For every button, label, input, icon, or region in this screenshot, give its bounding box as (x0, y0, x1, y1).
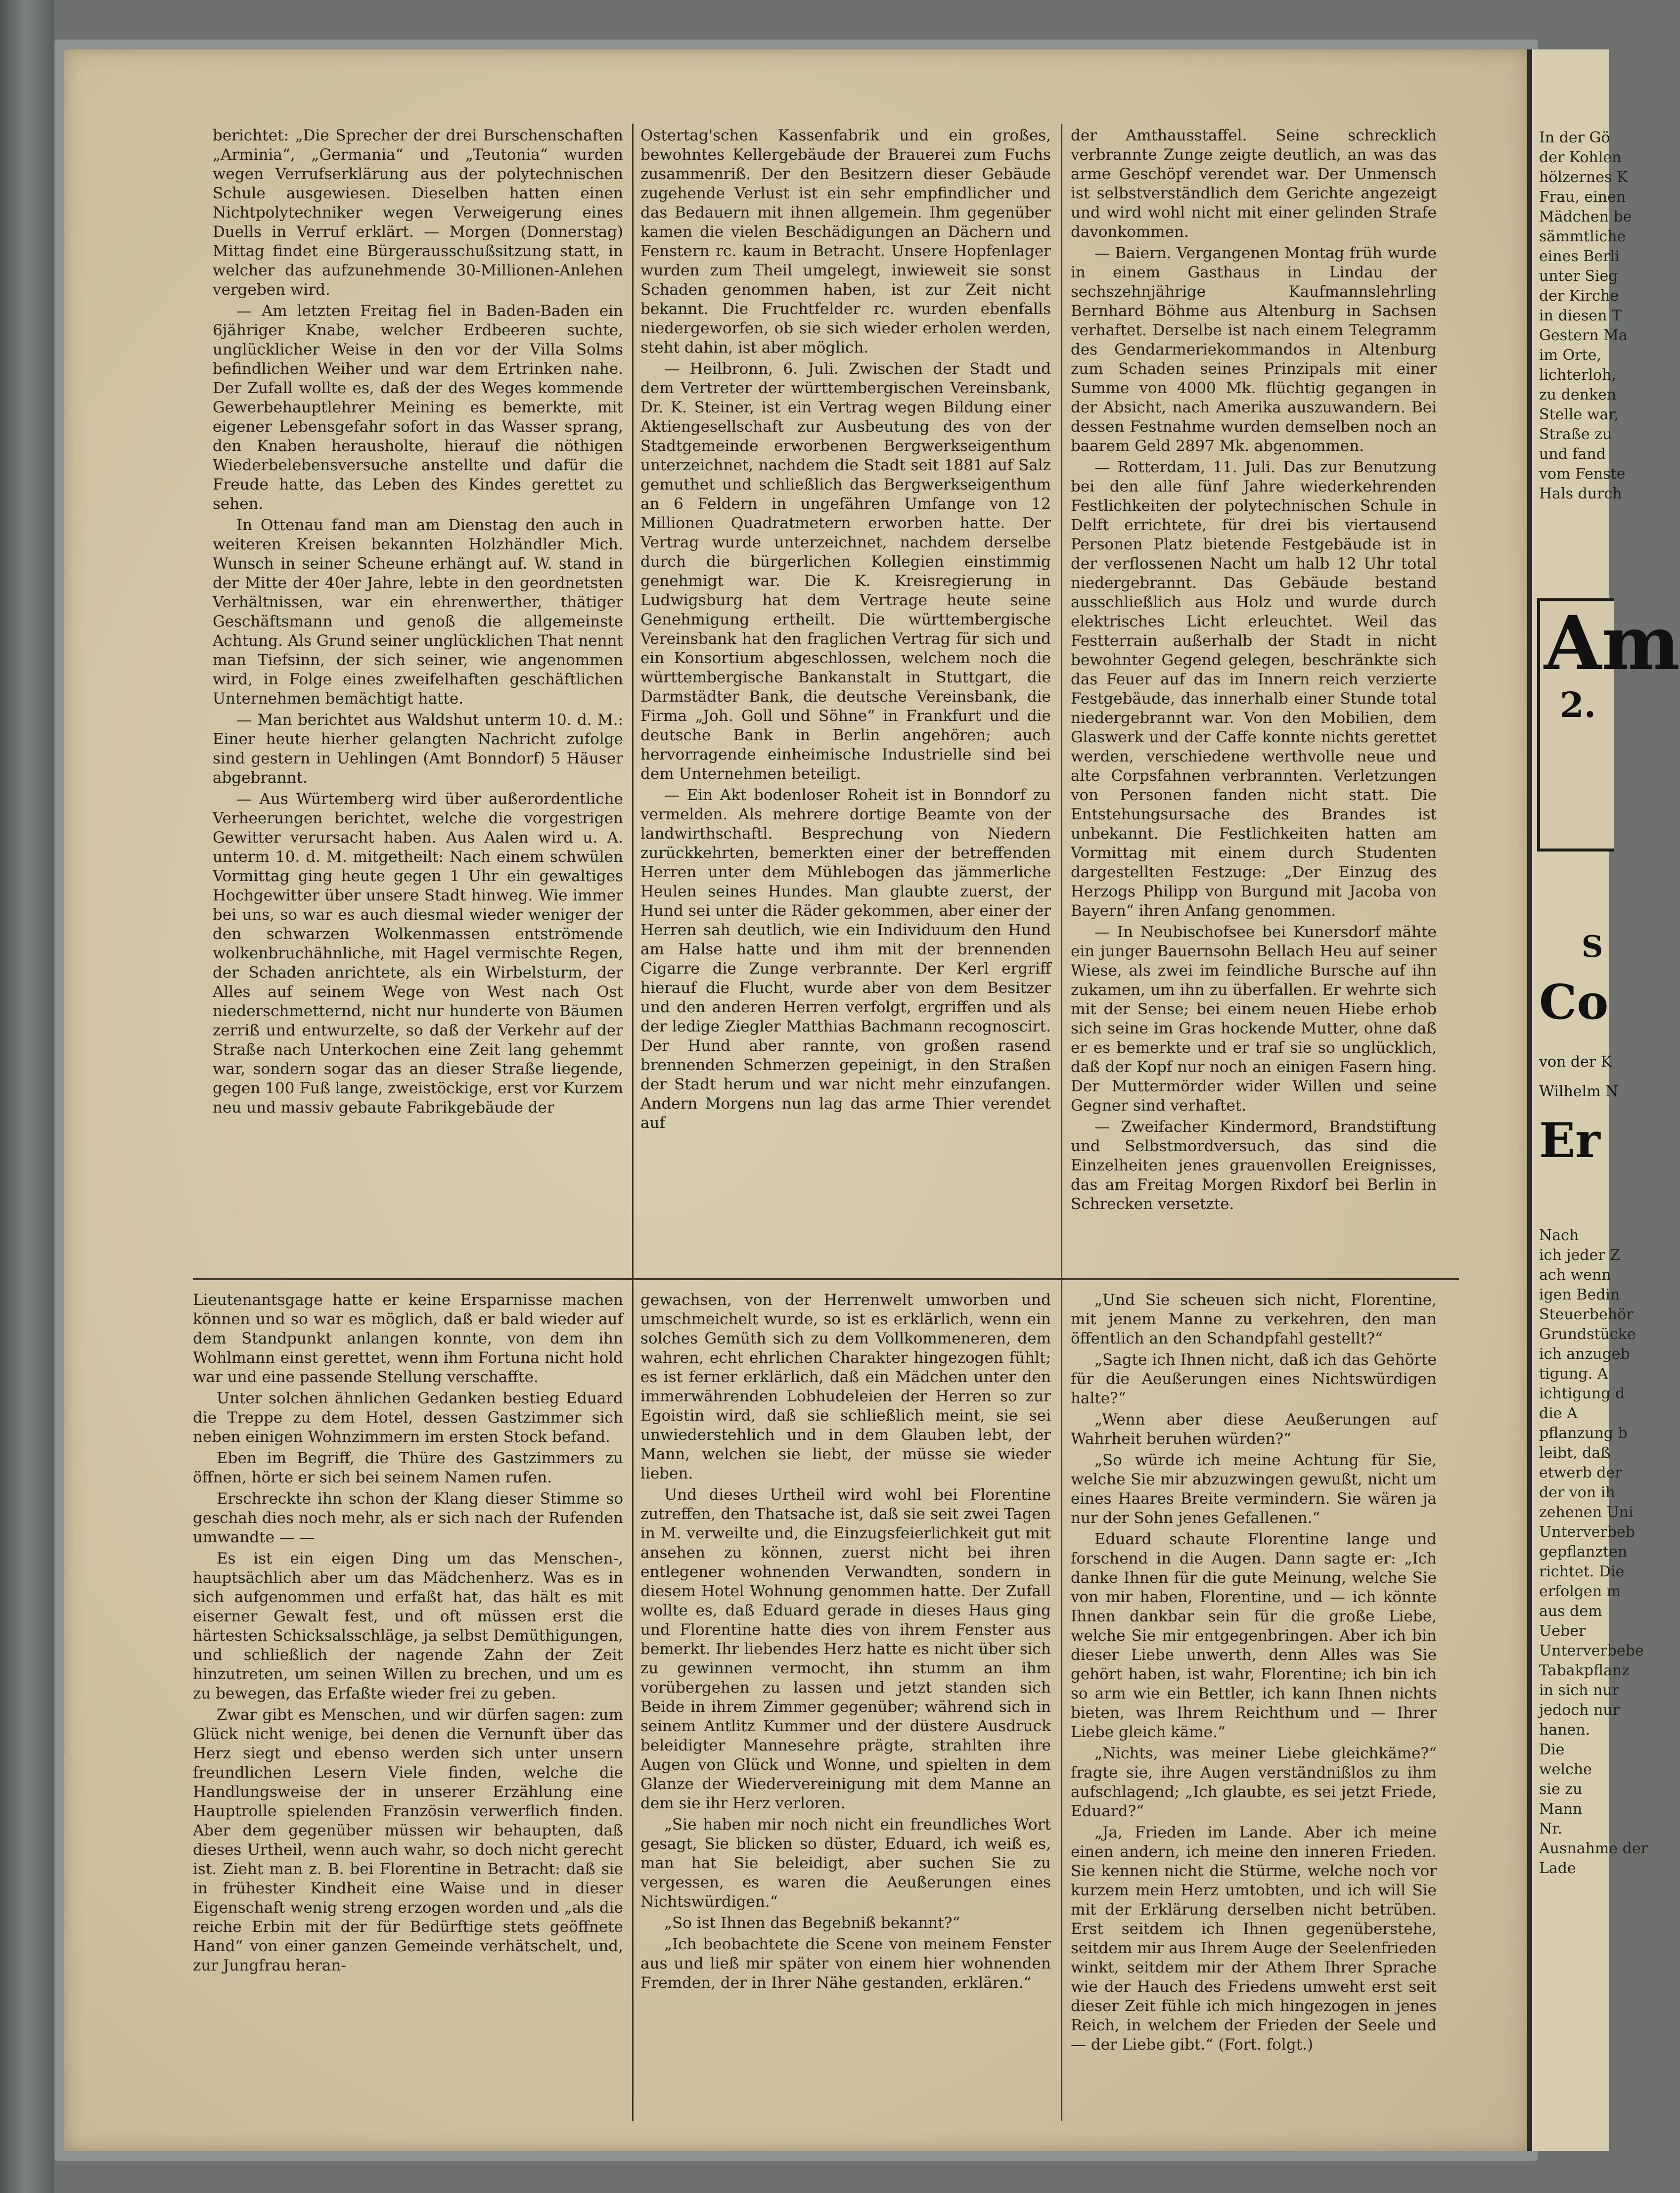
paragraph: Ostertag'schen Kassenfabrik und ein großes, bewohntes Kellergebäude der Brauerei zum Fuchs zusammenriß. Der den Besitzern dieser Gebäude zugehende Verlust ist ein sehr empfindlicher und das Bedauern mit ihnen allgemein. Ihm gegenüber kamen die vielen Beschädigungen an Dächern und Fenstern rc. kaum in Betracht. Unsere Hopfenlager wurden zum Theil umgelegt, inwieweit sie sonst Schaden genommen haben, ist zur Zeit nicht bekannt. Die Fruchtfelder rc. wurden ebenfalls niedergeworfen, ob sie sich wieder erholen werden, steht dahin, ist aber möglich. (640, 127, 1051, 357)
lower-column-2 (640, 1291, 1051, 2121)
edge-line: Die (1539, 1741, 1565, 1758)
book-binding (0, 0, 54, 2193)
edge-line: sämmtliche (1539, 228, 1626, 245)
edge-line: in diesen T (1539, 307, 1622, 324)
edge-line: leibt, daß (1539, 1444, 1611, 1462)
column-divider (1061, 124, 1062, 1315)
edge-line: Tabakpflanz (1539, 1662, 1630, 1679)
edge-line: Ueber (1539, 1622, 1586, 1640)
edge-line: richtet. Die (1539, 1563, 1625, 1580)
edge-line: Mann (1539, 1800, 1583, 1818)
paragraph: „Sagte ich Ihnen nicht, daß ich das Gehörte für die Aeußerungen eines Nichtswürdigen halte?“ (1071, 1351, 1437, 1407)
edge-line: hanen. (1539, 1721, 1590, 1739)
edge-line: Steuerbehör (1539, 1306, 1634, 1323)
paragraph: Es ist ein eigen Ding um das Menschen-, hauptsächlich aber um das Mädchenherz. Was es in sich aufgenommen und erfaßt hat, das hält es mit eiserner Gewalt fest, und oft müssen erst die härtesten Schicksalsschläge, ja selbst Demüthigungen, und schließlich der nagende Zahn der Zeit hinzutreten, um seinen Willen zu brechen, und um es zu bewegen, das Erfaßte wieder frei zu geben. (193, 1550, 623, 1702)
edge-line: aus dem (1539, 1603, 1602, 1620)
edge-line: vom Fenste (1539, 465, 1626, 483)
edge-line: Mädchen be (1539, 208, 1632, 225)
adjacent-page-edge (1527, 49, 1680, 2151)
edge-line: eines Berli (1539, 248, 1620, 265)
advertisement-heading: Er (1539, 1113, 1600, 1168)
paragraph: In Ottenau fand man am Dienstag den auch in weiteren Kreisen bekannten Holzhändler Mich. Wunsch in seiner Scheune erhängt auf. W. stand in der Mitte der 40er Jahre, lebte in den geordnetsten Verhältnissen, war ein ehrenwerther, thätiger Geschäftsmann und genoß die allgemeinste Achtung. Als Grund seiner unglücklichen That nennt man Tiefsinn, der sich seiner, wie angenommen wird, in Folge eines zweifelhaften geschäftlichen Unternehmen bemächtigt hatte. (213, 516, 623, 708)
edge-line: hölzernes K (1539, 169, 1628, 186)
edge-line: erfolgen m (1539, 1583, 1621, 1600)
edge-line: Stelle war, (1539, 406, 1619, 423)
edge-line: sie zu (1539, 1781, 1583, 1798)
paragraph: — Baiern. Vergangenen Montag früh wurde in einem Gasthaus in Lindau der sechszehnjährige Kaufmannslehrling Bernhard Böhme aus Altenburg in Sachsen verhaftet. Derselbe ist nach einem Telegramm des Gendarmeriekommandos in Altenburg zum Schaden seines Prinzipals mit einer Summe von 4000 Mk. flüchtig gegangen in der Absicht, nach Amerika auszuwandern. Bei dessen Festnahme wurden demselben noch an baarem Geld 2897 Mk. abgenommen. (1071, 244, 1437, 455)
upper-column-1 (213, 126, 623, 1318)
paragraph: — Ein Akt bodenloser Roheit ist in Bonndorf zu vermelden. Als mehrere dortige Beamte von der landwirthschaftl. Besprechung von Niedern zurückkehrten, bemerkten einer der betreffenden Herren unter dem Mühlebogen das jämmerliche Heulen seines Hundes. Man glaubte zuerst, der Hund sei unter die Räder gekommen, aber einer der Herren sah deutlich, wie ein Individuum den Hund am Halse hatte und ihm mit der brennenden Cigarre die Zunge verbrannte. Der Kerl ergriff hierauf die Flucht, wurde aber von dem Besitzer und den anderen Herren verfolgt, ergriffen und als der ledige Ziegler Matthias Bachmann recognoscirt. Der Hund aber rannte, von großen rasend brennenden Schmerzen gepeinigt, in den Straßen der Stadt herum und war nicht mehr einzufangen. Andern Morgens nun lag das arme Thier verendet auf (640, 786, 1051, 1132)
edge-line: ach wenn (1539, 1266, 1611, 1284)
edge-line: in sich nur (1539, 1682, 1620, 1699)
paragraph: der Amthausstaffel. Seine schrecklich verbrannte Zunge zeigte deutlich, an was das arme Geschöpf verendet war. Der Unmensch ist selbstverständlich dem Gerichte angezeigt und wird wohl nicht mit einer gelinden Strafe davonkommen. (1071, 127, 1437, 241)
paragraph: gewachsen, von der Herrenwelt umworben und umschmeichelt wurde, so ist es erklärlich, wenn ein solches Gemüth sich zu dem Vollkommeneren, dem wahren, echt ehrlichen Charakter hingezogen fühlt; es ist ferner erklärlich, daß ein Mädchen unter den immerwährenden Lobhudeleien der Herren so zur Egoistin wird, daß sie schließlich meint, sie sei unwiederstehlich und in dem Glauben lebt, der Mann, welchen sie liebt, der müsse sie wieder lieben. (640, 1291, 1051, 1482)
advertisement-heading: Co (1539, 974, 1609, 1030)
advertisement-subline: von der K (1539, 1053, 1612, 1071)
edge-line: und fand (1539, 446, 1606, 463)
paragraph: — Heilbronn, 6. Juli. Zwischen der Stadt und dem Vertreter der württembergischen Vereinsbank, Dr. K. Steiner, ist ein Vertrag wegen Bildung einer Aktiengesellschaft zur Ausbeutung des von der Stadtgemeinde erworbenen Bergwerkseigenthum unterzeichnet, nachdem die Stadt seit 1881 auf Salz gemuthet und schließlich das Bergwerkseigenthum an 6 Feldern in ungefähren Umfange von 12 Millionen Quadratmetern erworben hatte. Der Vertrag wurde unterzeichnet, nachdem derselbe durch die bürgerlichen Kollegien einstimmig genehmigt war. Die K. Kreisregierung in Ludwigsburg hat dem Vertrage heute seine Genehmigung ertheilt. Die württembergische Vereinsbank hat den fraglichen Vertrag für sich und ein Konsortium abgeschlossen, welchem noch die württembergische Bankanstalt in Stuttgart, die Darmstädter Bank, die deutsche Vereinsbank, die Firma „Joh. Goll und Söhne“ in Frankfurt und die deutsche Bank in Berlin angehören; auch hervorragende einheimische Industrielle sind bei dem Unternehmen beteiligt. (640, 360, 1051, 783)
edge-line: unter Sieg (1539, 268, 1618, 285)
paragraph: „Nichts, was meiner Liebe gleichkäme?“ fragte sie, ihre Augen verständnißlos zu ihm aufschlagend; „Ich glaubte, es sei jetzt Friede, Eduard?“ (1071, 1745, 1437, 1820)
edge-line: etwerb der (1539, 1464, 1622, 1481)
advertisement-subline: Wilhelm N (1539, 1083, 1619, 1100)
edge-line: zehenen Uni (1539, 1504, 1634, 1521)
paragraph: Und dieses Urtheil wird wohl bei Florentine zutreffen, den Thatsache ist, daß sie seit zwei Tagen in M. verweilte und, die Einzugsfeierlichkeit gut mit ansehen zu können, zuerst nicht bei ihren entlegener wohnenden Verwandten, sondern in diesem Hotel Wohnung genommen hatte. Der Zufall wollte es, daß Eduard gerade in dieses Haus ging und Florentine hatte dies von ihrem Fenster aus bemerkt. Ihr liebendes Herz hatte es nicht über sich zu gewinnen vermocht, ihn stumm an ihm vorübergehen zu lassen und jetzt standen sich Beide in ihrem Zimmer gegenüber; während sich in seinem Antlitz Kummer und der düstere Ausdruck beleidigter Mannesehre prägte, strahlten ihre Augen von Glück und Wonne, und spielten in dem Glanze der Wiedervereinigung mit dem Manne an dem sie ihr Herz verloren. (640, 1486, 1051, 1812)
adjacent-column-top (1539, 129, 1632, 623)
paragraph: berichtet: „Die Sprecher der drei Burschenschaften „Arminia“, „Germania“ und „Teutonia“ wurden wegen Verrufserklärung aus der polytechnischen Schule ausgewiesen. Dieselben hatten einen Nichtpolytechniker wegen Verweigerung eines Duells in Verruf erklärt. — Morgen (Donnerstag) Mittag findet eine Bürgerausschußsitzung statt, in welcher das aufzunehmende 30-Millionen-Anlehen vergeben wird. (213, 127, 623, 299)
edge-line: tigung. A (1539, 1365, 1608, 1383)
edge-line: jedoch nur (1539, 1701, 1620, 1719)
paragraph: „Sie haben mir noch nicht ein freundliches Wort gesagt, Sie blicken so düster, Eduard, ich weiß es, man hat Sie beleidigt, aber suchen Sie zu vergessen, es waren die Aeußerungen eines Nichtswürdigen.“ (640, 1816, 1051, 1911)
edge-line: Ausnahme der (1539, 1840, 1648, 1857)
column-divider (632, 1286, 634, 2121)
section-divider (193, 1278, 1459, 1280)
upper-column-2 (640, 126, 1051, 1318)
advertisement-number: 2. (1560, 684, 1596, 725)
edge-line: Straße zu (1539, 426, 1612, 443)
paragraph: — Zweifacher Kindermord, Brandstiftung und Selbstmordversuch, das sind die Einzelheiten jenes grauenvollen Ereignisses, das am Freitag Morgen Rixdorf bei Berlin in Schrecken versetzte. (1071, 1118, 1437, 1213)
paragraph: Erschreckte ihn schon der Klang dieser Stimme so geschah dies noch mehr, als er sich nach der Rufenden umwandte — — (193, 1490, 623, 1546)
edge-line: der von ih (1539, 1484, 1615, 1501)
edge-line: igen Bedin (1539, 1286, 1620, 1303)
paragraph: „So ist Ihnen das Begebniß bekannt?“ (664, 1914, 960, 1932)
edge-line: ich jeder Z (1539, 1247, 1620, 1264)
edge-line: der Kirche (1539, 287, 1619, 305)
edge-line: In der Gö (1539, 129, 1610, 146)
column-divider (1061, 1286, 1062, 2121)
edge-line: Unterverbeb (1539, 1523, 1635, 1541)
edge-line: Frau, einen (1539, 188, 1626, 206)
paragraph: „Und Sie scheuen sich nicht, Florentine, mit jenem Manne zu verkehren, den man öffentlich an den Schandpfahl gestellt?“ (1071, 1291, 1437, 1347)
edge-line: der Kohlen (1539, 149, 1622, 166)
edge-line: die A (1539, 1405, 1578, 1422)
edge-line: ichtigung d (1539, 1385, 1625, 1402)
paragraph: „Ja, Frieden im Lande. Aber ich meine einen andern, ich meine den inneren Frieden. Sie kennen nicht die Stürme, welche noch vor kurzem mein Herz umtobten, und ich will Sie mit der Erklärung derselben nicht betrüben. Erst seitdem ich Ihnen gegenüberstehe, seitdem mir aus Ihrem Auge der Seelenfrieden winkt, seitdem mir der Athem Ihrer Sprache wie der Hauch des Friedens umweht erst seit dieser Zeit fühle ich mich hingezogen in jenes Reich, in welchem der Frieden der Seele und — der Liebe gibt.“ (Fort. folgt.) (1071, 1824, 1437, 2054)
edge-line: zu denken (1539, 386, 1617, 403)
advertisement-letter: S (1582, 930, 1603, 964)
edge-line: im Orte, (1539, 347, 1601, 364)
paragraph: — Am letzten Freitag fiel in Baden-Baden ein 6jähriger Knabe, welcher Erdbeeren suchte, unglücklicher Weise in den vor der Villa Solms befindlichen Weiher und war dem Ertrinken nahe. Der Zufall wollte es, daß der des Weges kommende Gewerbehauptlehrer Meining es bemerkte, mit eigener Lebensgefahr sofort in das Wasser sprang, den Knaben herausholte, hierauf die nöthigen Wiederbelebensversuche anstellte und dafür die Freude hatte, das Leben des Kindes gerettet zu sehen. (213, 302, 623, 513)
paragraph: Eduard schaute Florentine lange und forschend in die Augen. Dann sagte er: „Ich danke Ihnen für die gute Meinung, welche Sie von mir haben, Florentine, und — ich könnte Ihnen dankbar sein für die große Liebe, welche Sie mir entgegenbringen. Aber ich bin dieser Liebe unwerth, denn Alles was Sie gehört haben, ist wahr, Florentine; ich bin ich so arm wie ein Bettler, ich kann Ihnen nichts bieten, was Ihrem Reichthum und — Ihrer Liebe gleich käme.“ (1071, 1530, 1437, 1741)
paragraph: — Aus Würtemberg wird über außerordentliche Verheerungen berichtet, welche die vorgestrigen Gewitter verursacht haben. Aus Aalen wird u. A. unterm 10. d. M. mitgetheilt: Nach einem schwülen Vormittag ging heute gegen 1 Uhr ein gewaltiges Hochgewitter über unsere Stadt hinweg. Wie immer bei uns, so war es auch diesmal wieder weniger der den schwarzen Wolkenmassen entströmende wolkenbruchähnliche, mit Hagel vermischte Regen, der Schaden anrichtete, als ein Wirbelsturm, der Alles auf seinem Wege von West nach Ost niederschmetternd, nicht nur hunderte von Bäumen zerriß und entwurzelte, so daß der Verkehr auf der Straße nach Unterkochen eine Zeit lang gehemmt war, sondern sogar das an dieser Straße liegende, gegen 100 Fuß lange, zweistöckige, erst vor Kurzem neu und massiv gebaute Fabrikgebäude der (213, 790, 623, 1117)
lower-column-3 (1071, 1291, 1437, 2121)
edge-line: Unterverbebe (1539, 1642, 1644, 1659)
paragraph: „Wenn aber diese Aeußerungen auf Wahrheit beruhen würden?“ (1071, 1411, 1437, 1448)
lower-column-1 (193, 1291, 623, 2121)
edge-line: pflanzung b (1539, 1425, 1628, 1442)
edge-line: welche (1539, 1761, 1592, 1778)
paragraph: — In Neubischofsee bei Kunersdorf mähte ein junger Bauernsohn Bellach Heu auf seiner Wiese, als zwei im feindliche Bursche auf ihn zukamen, um ihn zu überfallen. Er wehrte sich mit der Sense; bei einem neuen Hiebe erhob sich seine im Gras hockende Mutter, ohne daß er es bemerkte und er traf sie so unglücklich, daß der Kopf nur noch an einigen Fasern hing. Der Muttermörder wider Willen und seine Gegner sind verhaftet. (1071, 923, 1437, 1115)
advertisement-headline: Am (1544, 600, 1680, 687)
paragraph: Zwar gibt es Menschen, und wir dürfen sagen: zum Glück nicht wenige, bei denen die Vernunft über das Herz siegt und ebenso werden sich unter unsern freundlichen Lesern Viele finden, welche die Handlungsweise der in unserer Erzählung eine Hauptrolle spielenden Französin verwerflich finden. Aber dem gegenüber müssen wir behaupten, daß dieses Urtheil, wenn auch wahr, so doch nicht gerecht ist. Zieht man z. B. bei Florentine in Betracht: daß sie in frühester Kindheit eine Waise und in dieser Eigenschaft wenig streng erzogen worden und „als die reiche Erbin mit der für Bedürftige stets geöffnete Hand“ von einer ganzen Gemeinde verhätschelt, und, zur Jungfrau heran- (193, 1706, 623, 1974)
newspaper-page (64, 49, 1528, 2151)
paragraph: „Ich beobachtete die Scene von meinem Fenster aus und ließ mir später von einem hier wohnenden Fremden, der in Ihrer Nähe gestanden, erklären.“ (640, 1935, 1051, 1992)
edge-line: Hals durch (1539, 485, 1622, 502)
paragraph: Unter solchen ähnlichen Gedanken bestieg Eduard die Treppe zu dem Hotel, dessen Gastzimmer sich neben einigen Wohnzimmern im ersten Stock befand. (193, 1389, 623, 1446)
edge-line: gepflanzten (1539, 1543, 1628, 1561)
edge-line: Gestern Ma (1539, 327, 1628, 344)
paragraph: — Man berichtet aus Waldshut unterm 10. d. M.: Einer heute hierher gelangten Nachricht zufolge sind gestern in Uehlingen (Amt Bonndorf) 5 Häuser abgebrannt. (213, 711, 623, 787)
paragraph: Lieutenantsgage hatte er keine Ersparnisse machen können und so war es möglich, daß er bald wieder auf dem Standpunkt anlangen konnte, von dem ihn Wohlmann einst gerettet, wenn ihm Fortuna nicht hold war und eine passende Stellung verschaffte. (193, 1291, 623, 1386)
edge-line: lichterloh, (1539, 366, 1616, 384)
paragraph: Eben im Begriff, die Thüre des Gastzimmers zu öffnen, hörte er sich bei seinem Namen rufen. (193, 1449, 623, 1486)
edge-line: ich anzugeb (1539, 1345, 1630, 1363)
paragraph: — Rotterdam, 11. Juli. Das zur Benutzung bei den alle fünf Jahre wiederkehrenden Festlichkeiten der polytechnischen Schule in Delft errichtete, für drei bis viertausend Personen Platz bietende Festgebäude ist in der verflossenen Nacht um halb 12 Uhr total niedergebrannt. Das Gebäude bestand ausschließlich aus Holz und wurde durch elektrisches Licht erleuchtet. Weil das Festterrain außerhalb der Stadt in nicht bewohnter Gegend gelegen, beschränkte sich das Feuer auf das im Innern reich verzierte Festgebäude, das innerhalb einer Stunde total niedergebrannt war. Von den Mobilien, dem Glaswerk und der Caffe konnte nichts gerettet werden, verschiedene werthvolle neue und alte Corpsfahnen verbrannten. Verletzungen von Personen fanden nicht statt. Die Entstehungsursache des Brandes ist unbekannt. Die Festlichkeiten hatten am Vormittag mit einem durch Studenten dargestellten Festzuge: „Der Einzug des Herzogs Philipp von Burgund mit Jacoba von Bayern“ ihren Anfang genommen. (1071, 458, 1437, 920)
edge-line: Lade (1539, 1860, 1576, 1877)
advertisement-box (1537, 598, 1680, 851)
edge-line: Nach (1539, 1227, 1579, 1244)
edge-line: Nr. (1539, 1820, 1562, 1837)
upper-column-3 (1071, 126, 1437, 1318)
adjacent-column-bottom (1539, 1226, 1648, 2116)
column-divider (632, 124, 634, 1315)
edge-line: Grundstücke (1539, 1326, 1636, 1343)
paragraph: „So würde ich meine Achtung für Sie, welche Sie mir abzuzwingen gewußt, nicht um eines Haares Breite vermindern. Sie wären ja nur der Sohn jenes Gefallenen.“ (1071, 1451, 1437, 1527)
